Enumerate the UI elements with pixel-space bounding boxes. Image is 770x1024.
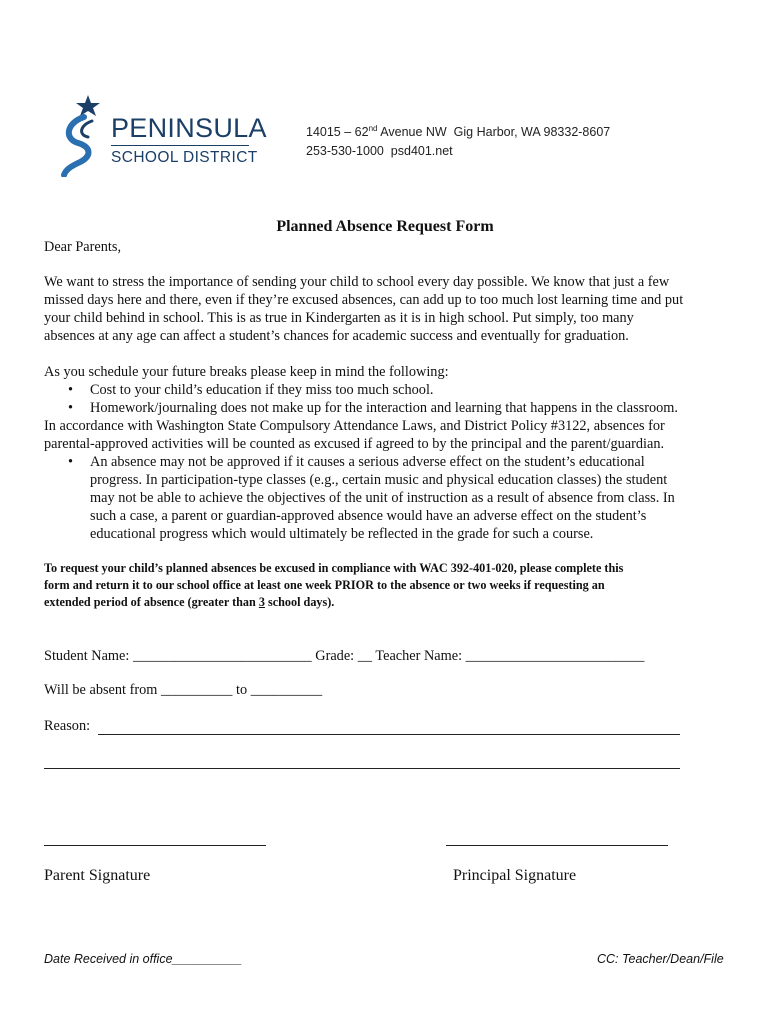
grade-label: Grade: (315, 648, 355, 664)
list-item: • An absence may not be approved if it causes a serious adverse effect on the student’s educational (68, 454, 645, 470)
student-name-field[interactable]: _________________________ (132, 648, 312, 664)
reason-field-line-2[interactable] (44, 768, 680, 769)
greeting: Dear Parents, (44, 239, 122, 255)
teacher-name-label: Teacher Name: (375, 648, 463, 664)
submission-notice: To request your child’s planned absences be excused in compliance with WAC 392-401-020, please complete this form and return it to our school office at least one week PRIOR to the absence or two weeks if requesting an extended period of absence (greater than 3 school days). (44, 561, 624, 609)
date-received-field[interactable]: __________ (172, 952, 243, 966)
date-received-row (44, 952, 242, 966)
principal-signature-field[interactable] (446, 845, 668, 846)
reason-field-line-1[interactable] (98, 734, 680, 735)
grade-field[interactable]: __ (357, 648, 373, 664)
intro-paragraph: We want to stress the importance of sending your child to school every day possible. We know that just a few missed days here and there, even if they’re excused absences, can add up to too much lost learning time and put your child behind in school. This is as true in Kindergarten as it is in high school. Put simply, too many absences at any age can affect a student’s chances for academic success and eventually for graduation. (44, 274, 684, 344)
district-contact: 253-530-1000 psd401.net (306, 144, 453, 159)
date-received-label: Date Received in office (44, 952, 173, 966)
absent-from-field[interactable]: __________ (160, 682, 233, 698)
list-item: • Homework/journaling does not make up for the interaction and learning that happens in the classroom. (68, 400, 679, 416)
district-address: 14015 – 62nd Avenue NW Gig Harbor, WA 98332-8607 253-530-1000 psd401.net (306, 119, 610, 161)
parent-signature-label: Parent Signature (44, 867, 151, 884)
logo-text-school-district: SCHOOL DISTRICT (111, 149, 258, 166)
logo-divider (111, 145, 249, 146)
logo-text-peninsula: PENINSULA (111, 113, 267, 143)
page-title: Planned Absence Request Form (276, 218, 494, 235)
absence-dates-row (44, 682, 322, 699)
reason-label: Reason: (44, 718, 91, 734)
schedule-section: As you schedule your future breaks please keep in mind the following: • Cost to your child’s education if they miss too much school. • Homework/journaling does not make up for the interaction and learning that happens in the classroom. In accordance with Washington State Compulsory Attendance Laws, and District Policy #3122, absences for parental-approved activities will be counted as excused if agreed to by the principal and the parent/guardian. • An absence may not be approved if it causes a serious adverse effect on the student’s educational progress. In participation-type classes (e.g., certain music and physical education classes) the student may not be able to achieve the objectives of the unit of instruction as a result of absence from class. In such a case, a parent or guardian-approved absence would have an adverse effect on the student’s educational progress which would ultimately be reflected in the grade for such a course. (44, 363, 734, 543)
student-info-row (44, 648, 644, 665)
cc-note: CC: Teacher/Dean/File (597, 952, 724, 966)
parent-signature-field[interactable] (44, 845, 266, 846)
reason-row (44, 718, 90, 735)
absent-from-label: Will be absent from (44, 682, 158, 698)
swoosh-star-icon (58, 93, 114, 177)
absent-to-label: to (236, 682, 248, 698)
list-item: • Cost to your child’s education if they miss too much school. (68, 382, 434, 398)
absent-to-field[interactable]: __________ (250, 682, 323, 698)
principal-signature-label: Principal Signature (453, 867, 577, 884)
student-name-label: Student Name: (44, 648, 130, 664)
teacher-name-field[interactable]: _________________________ (465, 648, 645, 664)
